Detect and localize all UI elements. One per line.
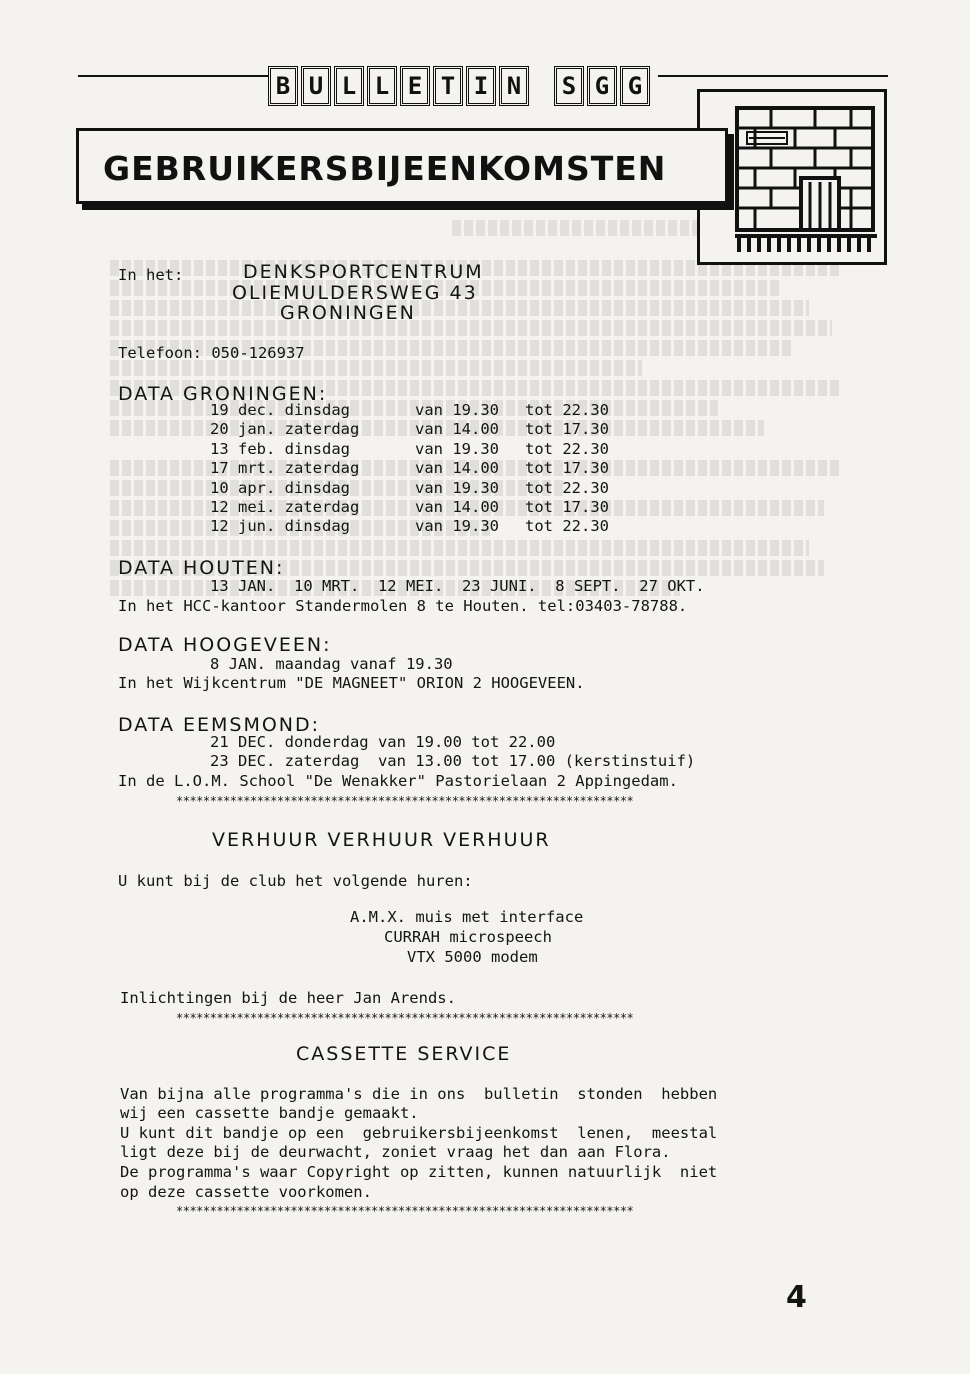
title-banner — [76, 128, 728, 204]
logo-letter: T — [433, 66, 463, 106]
eemsmond-location: In de L.O.M. School "De Wenakker" Pastorielaan 2 Appingedam. — [118, 772, 678, 790]
row-to: tot 22.30 — [525, 517, 609, 536]
heading-verhuur: VERHUUR VERHUUR VERHUUR — [212, 829, 551, 851]
row-date: 12 jun. dinsdag — [210, 517, 350, 536]
castle-icon — [735, 102, 877, 252]
houten-dates: 13 JAN. 10 MRT. 12 MEI. 23 JUNI. 8 SEPT. 27 OKT. — [210, 577, 705, 595]
logo-letter: I — [466, 66, 496, 106]
star-divider: ******************************************************************** — [176, 1011, 634, 1025]
logo-letter: G — [587, 66, 617, 106]
row-from: van 14.00 — [415, 420, 499, 439]
row-from: van 14.00 — [415, 497, 499, 516]
logo-letter: U — [301, 66, 331, 106]
schedule-row — [210, 517, 645, 536]
schedule-row — [210, 401, 645, 420]
cassette-line: wij een cassette bandje gemaakt. — [120, 1104, 419, 1122]
row-from: van 19.30 — [415, 401, 499, 419]
heading-groningen: DATA GRONINGEN: — [118, 383, 328, 405]
schedule-row — [210, 440, 645, 459]
row-from: van 14.00 — [415, 459, 499, 478]
venue-name: DENKSPORTCENTRUM — [243, 261, 484, 283]
eemsmond-line-1: 21 DEC. donderdag van 19.00 tot 22.00 — [210, 733, 556, 751]
venue-city: GRONINGEN — [280, 302, 416, 324]
logo-letter: L — [334, 66, 364, 106]
row-date: 10 apr. dinsdag — [210, 478, 350, 497]
schedule-groningen — [210, 401, 645, 537]
schedule-row — [210, 479, 645, 498]
row-to: tot 17.30 — [525, 497, 609, 516]
page-number: 4 — [786, 1280, 807, 1315]
row-date: 13 feb. dinsdag — [210, 439, 350, 458]
star-divider: ******************************************************************** — [176, 1204, 634, 1218]
row-date: 20 jan. zaterdag — [210, 420, 360, 439]
verhuur-info: Inlichtingen bij de heer Jan Arends. — [120, 989, 456, 1007]
rental-item: VTX 5000 modem — [407, 948, 538, 966]
row-date: 12 mei. zaterdag — [210, 497, 360, 516]
cassette-line: Van bijna alle programma's die in ons bulletin stonden hebben — [120, 1085, 718, 1103]
hoogeveen-date: 8 JAN. maandag vanaf 19.30 — [210, 655, 453, 673]
page-title: GEBRUIKERSBIJEENKOMSTEN — [103, 149, 667, 188]
cassette-line: U kunt dit bandje op een gebruikersbijeenkomst lenen, meestal — [120, 1124, 718, 1142]
logo-letter: B — [268, 66, 298, 106]
venue-address: OLIEMULDERSWEG 43 — [232, 282, 478, 304]
logo-letter: S — [554, 66, 584, 106]
logo-letter: L — [367, 66, 397, 106]
heading-houten: DATA HOUTEN: — [118, 557, 285, 579]
schedule-row — [210, 498, 645, 517]
eemsmond-line-2: 23 DEC. zaterdag van 13.00 tot 17.00 (kerstinstuif) — [210, 752, 696, 770]
heading-eemsmond: DATA EEMSMOND: — [118, 714, 321, 736]
cassette-line: op deze cassette voorkomen. — [120, 1183, 372, 1201]
cassette-line: ligt deze bij de deurwacht, zoniet vraag het dan aan Flora. — [120, 1143, 671, 1161]
venue-label: In het: — [118, 266, 184, 284]
houten-location: In het HCC-kantoor Standermolen 8 te Houten. tel:03403-78788. — [118, 597, 688, 615]
heading-cassette: CASSETTE SERVICE — [296, 1043, 512, 1065]
cassette-line: De programma's waar Copyright op zitten, kunnen natuurlijk niet — [120, 1163, 718, 1181]
logo-letter: E — [400, 66, 430, 106]
row-to: tot 17.30 — [525, 420, 609, 439]
row-from: van 19.30 — [415, 439, 499, 458]
row-date: 19 dec. dinsdag — [210, 401, 350, 419]
row-to: tot 17.30 — [525, 459, 609, 478]
row-date: 17 mrt. zaterdag — [210, 459, 360, 478]
logo-letter: G — [620, 66, 650, 106]
rental-item: A.M.X. muis met interface — [350, 908, 584, 926]
verhuur-intro: U kunt bij de club het volgende huren: — [118, 872, 473, 890]
phone-line: Telefoon: 050-126937 — [118, 344, 305, 362]
row-from: van 19.30 — [415, 517, 499, 536]
logo-letter: N — [499, 66, 529, 106]
row-to: tot 22.30 — [525, 478, 609, 497]
row-to: tot 22.30 — [525, 439, 609, 458]
row-to: tot 22.30 — [525, 401, 609, 419]
row-from: van 19.30 — [415, 478, 499, 497]
rental-item: CURRAH microspeech — [384, 928, 552, 946]
hoogeveen-location: In het Wijkcentrum "DE MAGNEET" ORION 2 HOOGEVEEN. — [118, 674, 585, 692]
heading-hoogeveen: DATA HOOGEVEEN: — [118, 634, 332, 656]
bulletin-logo — [268, 60, 658, 118]
schedule-row — [210, 459, 645, 478]
star-divider: ******************************************************************** — [176, 794, 634, 808]
schedule-row — [210, 420, 645, 439]
